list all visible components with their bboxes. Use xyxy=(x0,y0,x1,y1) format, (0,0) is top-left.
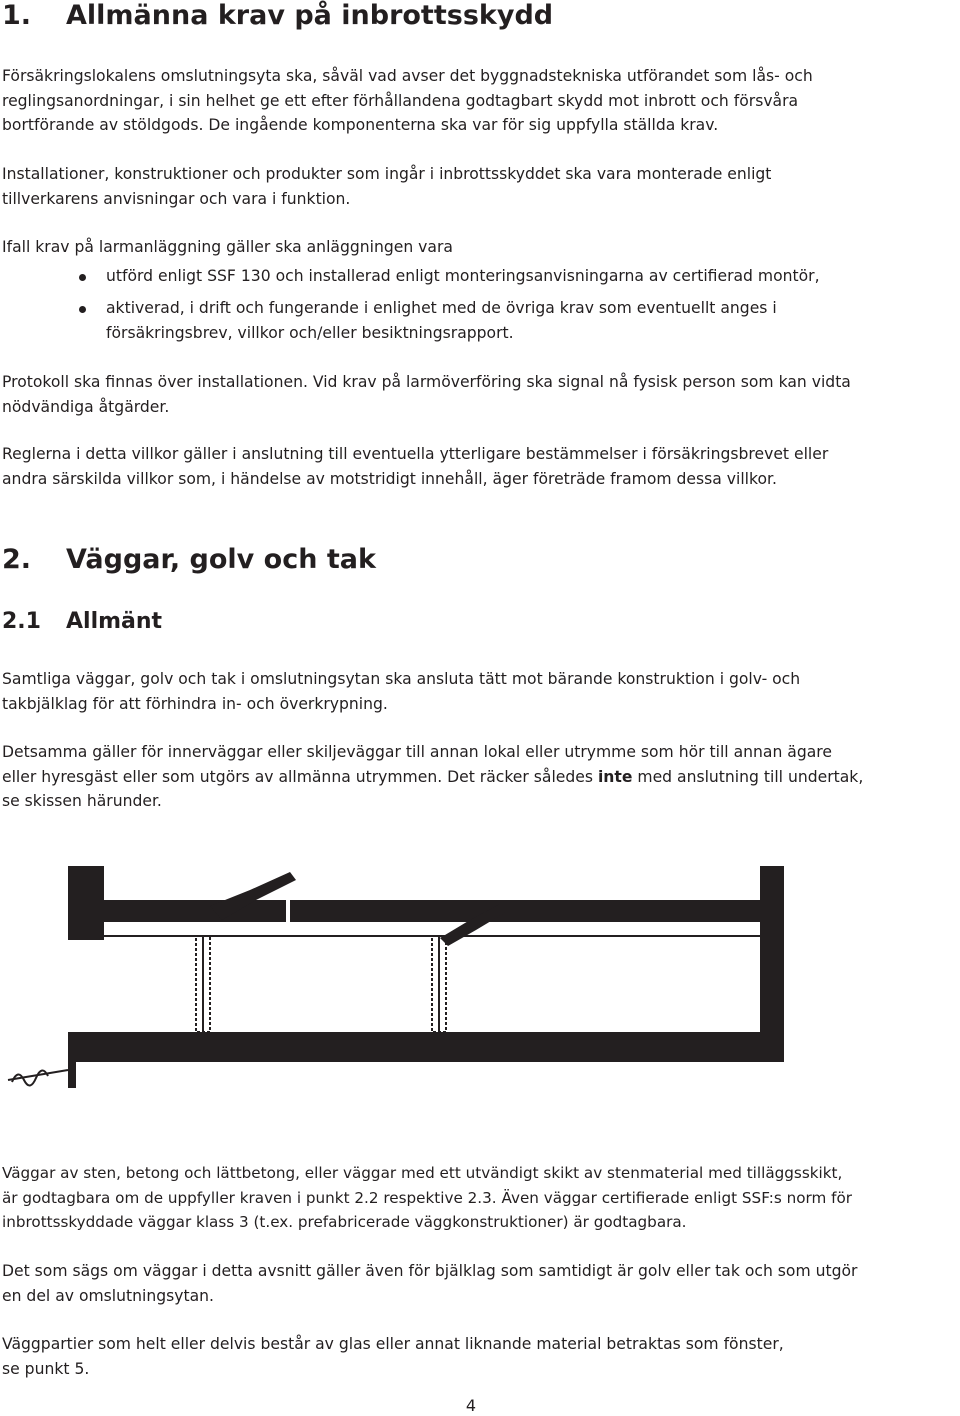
paragraph-detsamma xyxy=(2,740,958,814)
paragraph-line: utförd enligt SSF 130 och installerad enligt monteringsanvisningarna av certifierad montör, xyxy=(106,267,820,285)
paragraph-line xyxy=(2,765,958,790)
paragraph-vaggar-av-sten xyxy=(2,1161,958,1235)
paragraph-protokoll xyxy=(2,370,958,419)
paragraph-line: Försäkringslokalens omslutningsyta ska, såväl vad avser det byggnadstekniska utförandet som lås- och xyxy=(2,67,813,85)
paragraph-line: Väggar av sten, betong och lättbetong, eller väggar med ett utvändigt skikt av stenmaterial med tilläggsskikt, xyxy=(2,1164,843,1182)
paragraph-line: Det som sägs om väggar i detta avsnitt gäller även för bjälklag som samtidigt är golv eller tak och som utgör xyxy=(2,1262,858,1280)
bullet-dot xyxy=(79,274,86,281)
page-number: 4 xyxy=(465,1396,477,1415)
paragraph-line: andra särskilda villkor som, i händelse av motstridigt innehåll, äger företräde framom dessa villkor. xyxy=(2,469,777,488)
paragraph-line: Installationer, konstruktioner och produkter som ingår i inbrottsskyddet ska vara monterade enligt xyxy=(2,165,772,183)
text-run: med anslutning till undertak, xyxy=(632,767,864,786)
list-item-text xyxy=(106,264,820,289)
paragraph-line: försäkringsbrev, villkor och/eller besiktningsrapport. xyxy=(106,323,514,342)
bullet-dot xyxy=(79,306,86,313)
paragraph-line: inbrottsskyddade väggar klass 3 (t.ex. prefabricerade väggkonstruktioner) är godtagbara. xyxy=(2,1213,687,1231)
paragraph-line: Samtliga väggar, golv och tak i omslutningsytan ska ansluta tätt mot bärande konstruktion i golv- och xyxy=(2,670,801,688)
right-top-slab xyxy=(290,900,780,922)
subsection-number: 2.1 xyxy=(2,609,41,634)
paragraph-omslutningsyta xyxy=(2,64,958,138)
paragraph-line: Detsamma gäller för innerväggar eller skiljeväggar till annan lokal eller utrymme som hör till annan ägare xyxy=(2,743,832,761)
section-number: 1. xyxy=(2,0,32,31)
emphasis-inte: inte xyxy=(597,767,633,786)
paragraph-line: är godtagbara om de uppfyller kraven i punkt 2.2 respektive 2.3. Även väggar certifierade enligt SSF:s norm för xyxy=(2,1188,853,1207)
paragraph-line: Ifall krav på larmanläggning gäller ska anläggningen vara xyxy=(2,238,453,256)
paragraph-reglerna xyxy=(2,442,958,491)
text-run: eller hyresgäst eller som utgörs av allmänna utrymmen. Det räcker således xyxy=(2,767,598,786)
paragraph-line: en del av omslutningsytan. xyxy=(2,1286,215,1305)
paragraph-larmanlaggning xyxy=(2,235,958,260)
right-slab-end xyxy=(760,866,784,1046)
paragraph-line: Väggpartier som helt eller delvis består av glas eller annat liknande material betraktas som fönster, xyxy=(2,1335,784,1353)
paragraph-installationer xyxy=(2,162,958,211)
left-bottom-slab xyxy=(68,1032,478,1062)
section-title: Väggar, golv och tak xyxy=(66,544,376,575)
left-foundation xyxy=(68,1060,76,1088)
paragraph-line: bortförande av stöldgods. De ingående komponenterna ska var för sig uppfylla ställda krav. xyxy=(2,116,719,134)
paragraph-line: nödvändiga åtgärder. xyxy=(2,397,170,416)
paragraph-line: takbjälklag för att förhindra in- och överkrypning. xyxy=(2,694,388,713)
paragraph-line: reglingsanordningar, i sin helhet ge ett efter förhållandena godtagbart skydd mot inbrott och försvåra xyxy=(2,91,799,110)
paragraph-bjalklag xyxy=(2,1259,958,1308)
paragraph-line: Protokoll ska finnas över installationen. Vid krav på larmöverföring ska signal nå fysisk person som kan vidta xyxy=(2,373,851,391)
sketch-left xyxy=(8,866,478,1088)
paragraph-line: aktiverad, i drift och fungerande i enlighet med de övriga krav som eventuellt anges i xyxy=(106,299,777,317)
paragraph-line: se skissen härunder. xyxy=(2,792,162,810)
section-number: 2. xyxy=(2,544,32,575)
paragraph-vaggpartier xyxy=(2,1332,958,1381)
subsection-title: Allmänt xyxy=(66,609,163,634)
wall-connection-sketch xyxy=(0,860,960,1100)
list-item-text xyxy=(106,296,777,345)
paragraph-line: tillverkarens anvisningar och vara i funktion. xyxy=(2,189,351,208)
paragraph-samtliga xyxy=(2,667,958,716)
right-bottom-slab xyxy=(478,1032,784,1062)
paragraph-line: Reglerna i detta villkor gäller i anslutning till eventuella ytterligare bestämmelser i försäkringsbrevet eller xyxy=(2,445,829,463)
left-top-slab xyxy=(68,900,286,922)
paragraph-line: se punkt 5. xyxy=(2,1359,90,1378)
section-title: Allmänna krav på inbrottsskydd xyxy=(66,0,554,31)
